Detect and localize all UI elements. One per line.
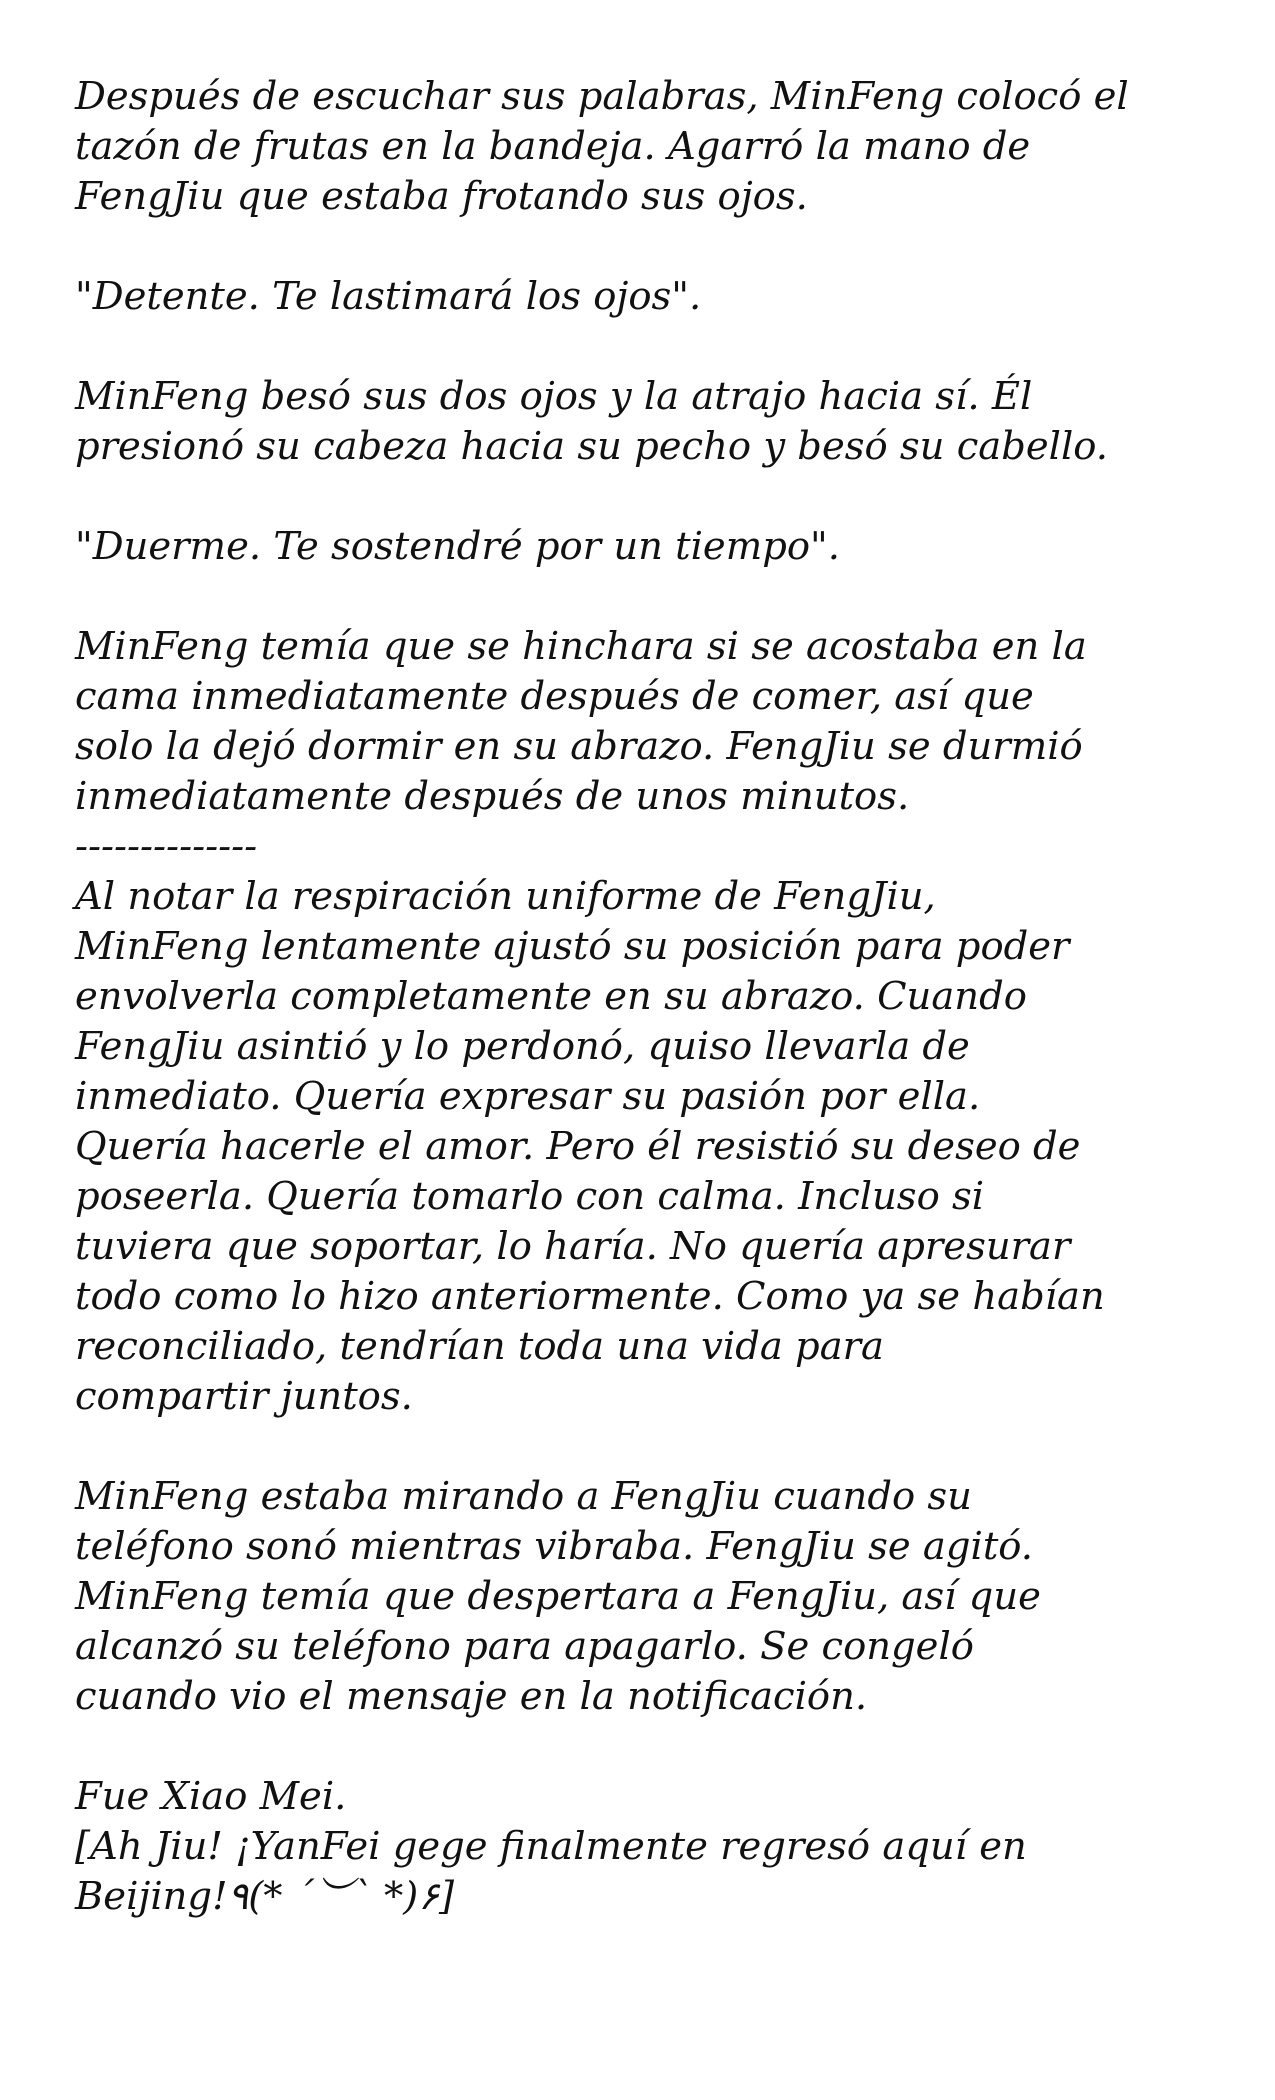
paragraph-1: Después de escuchar sus palabras, MinFeng colocó el tazón de frutas en la bandeja. Agarró la mano de FengJiu que estaba frotando sus ojos. — [75, 74, 1129, 219]
paragraph-6: Al notar la respiración uniforme de FengJiu, MinFeng lentamente ajustó su posición para poder envolverla completamente en su abrazo. Cuando FengJiu asintió y lo perdonó, quiso llevarla de inmediato. Quería expresar su pasión por ella. Quería hacerle el amor. Pero él resistió su deseo de poseerla. Quería tomarlo con calma. Incluso si tuviera que soportar, lo haría. No quería apresurar todo como lo hizo anteriormente. Como ya se habían reconciliado, tendrían toda una vida para compartir juntos. — [75, 874, 1105, 1419]
paragraph-4-dialogue: "Duerme. Te sostendré por un tiempo". — [75, 524, 840, 569]
paragraph-5: MinFeng temía que se hinchara si se acostaba en la cama inmediatamente después de comer, así que solo la dejó dormir en su abrazo. FengJiu se durmió inmediatamente después de unos minutos. — [75, 624, 1087, 819]
paragraph-gap — [75, 572, 1215, 622]
paragraph-gap — [75, 222, 1215, 272]
paragraph-2-dialogue: "Detente. Te lastimará los ojos". — [75, 274, 702, 319]
document-body — [75, 72, 1215, 1922]
paragraph-gap — [75, 1722, 1215, 1772]
paragraph-3: MinFeng besó sus dos ojos y la atrajo hacia sí. Él presionó su cabeza hacia su pecho y besó su cabello. — [75, 374, 1109, 469]
paragraph-gap — [75, 322, 1215, 372]
paragraph-7: MinFeng estaba mirando a FengJiu cuando su teléfono sonó mientras vibraba. FengJiu se agitó. MinFeng temía que despertara a FengJiu, así que alcanzó su teléfono para apagarlo. Se congeló cuando vio el mensaje en la notificación. — [75, 1474, 1041, 1719]
scene-divider: -------------- — [75, 824, 258, 869]
paragraph-gap — [75, 1422, 1215, 1472]
paragraph-8-message: Fue Xiao Mei. [Ah Jiu! ¡YanFei gege finalmente regresó aquí en Beijing!٩(* ´︶` *)۶] — [75, 1774, 1027, 1919]
paragraph-gap — [75, 472, 1215, 522]
